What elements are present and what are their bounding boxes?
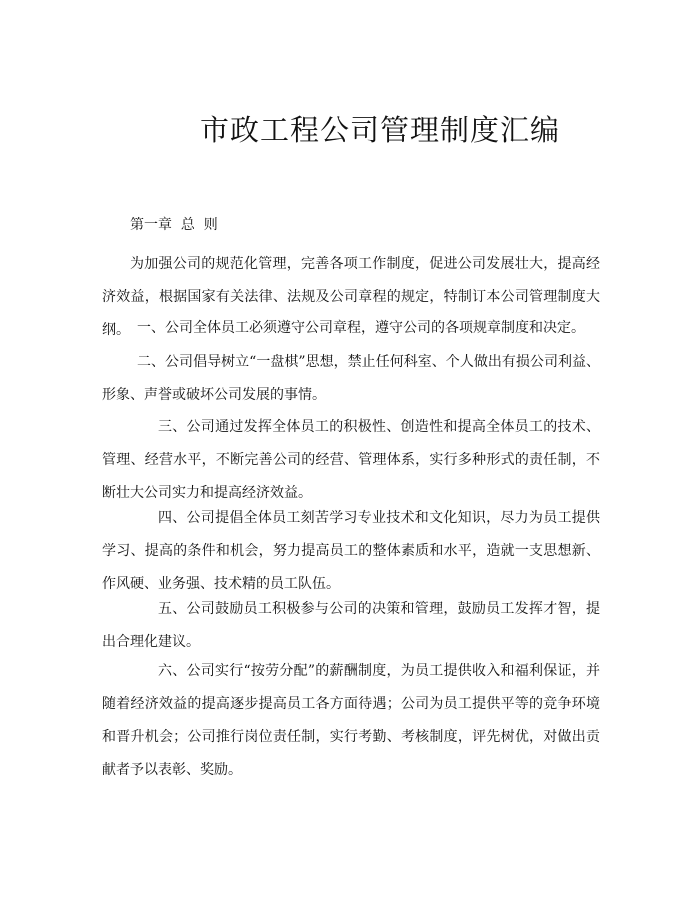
document-title: 市政工程公司管理制度汇编 bbox=[200, 113, 561, 147]
article-1-paragraph: 一、公司全体员工必须遵守公司章程，遵守公司的各项规章制度和决定。 bbox=[137, 320, 585, 336]
article-3-paragraph: 三、公司通过发挥全体员工的积极性、创造性和提高全体员工的技术、管理、经营水平，不断完善公司的经营、管理体系，实行多种形式的责任制，不断壮大公司实力和提高经济效益。 bbox=[102, 419, 600, 501]
article-4-paragraph: 四、公司提倡全体员工刻苦学习专业技术和文化知识，尽力为员工提供学习、提高的条件和机会，努力提高员工的整体素质和水平，造就一支思想新、作风硬、业务强、技术精的员工队伍。 bbox=[102, 510, 600, 592]
chapter-heading: 第一章 总 则 bbox=[130, 217, 218, 233]
article-5-paragraph: 五、公司鼓励员工积极参与公司的决策和管理，鼓励员工发挥才智，提出合理化建议。 bbox=[102, 601, 600, 650]
intro-paragraph: 为加强公司的规范化管理，完善各项工作制度，促进公司发展壮大，提高经济效益，根据国家有关法律、法规及公司章程的规定，特制订本公司管理制度大纲。 bbox=[102, 256, 600, 338]
article-2-paragraph: 二、公司倡导树立“一盘棋”思想，禁止任何科室、个人做出有损公司利益、形象、声誉或破坏公司发展的事情。 bbox=[102, 354, 600, 403]
article-6-paragraph: 六、公司实行“按劳分配”的薪酬制度，为员工提供收入和福利保证，并随着经济效益的提高逐步提高员工各方面待遇；公司为员工提供平等的竞争环境和晋升机会；公司推行岗位责任制，实行考勤、考核制度，评先树优，对做出贡献者予以表彰、奖励。 bbox=[102, 663, 600, 778]
